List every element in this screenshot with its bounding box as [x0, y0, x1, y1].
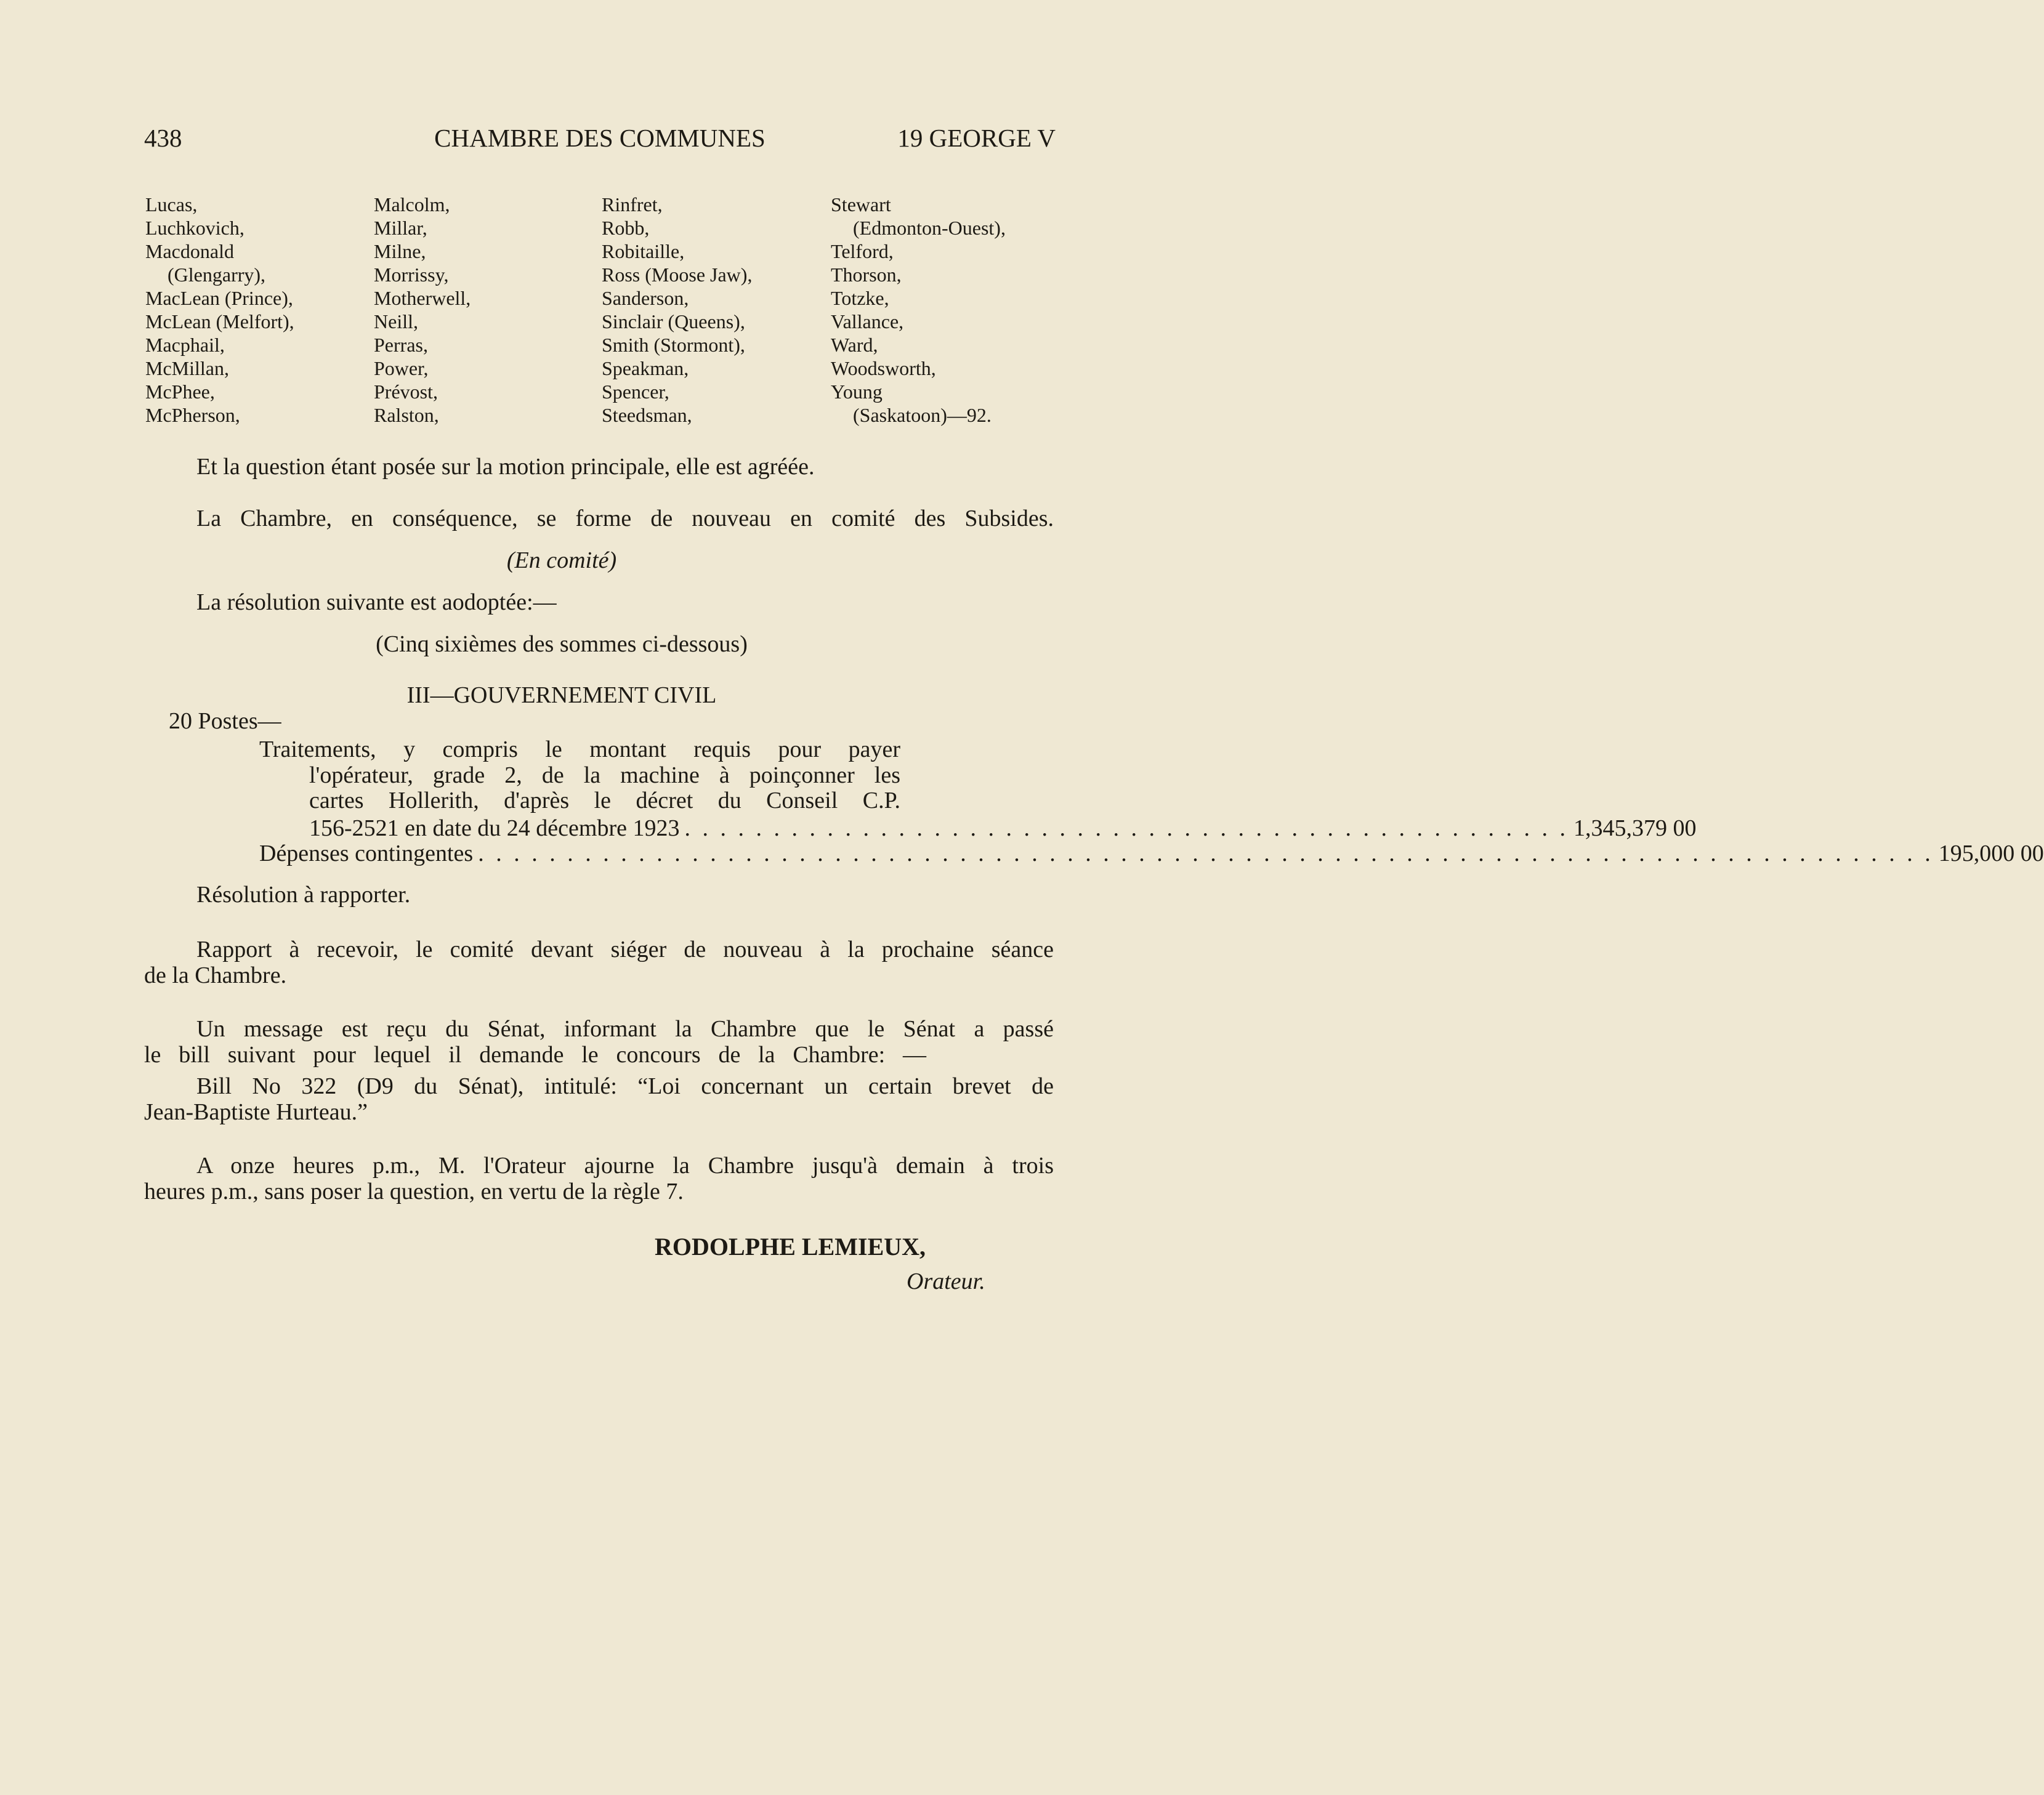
session-year: 19 GEORGE V — [897, 124, 1056, 152]
member-name: Sanderson, — [602, 287, 689, 309]
member-name: Morrissy, — [374, 264, 449, 286]
member-name: (Saskatoon)—92. — [853, 404, 992, 426]
member-name: Milne, — [374, 240, 426, 262]
member-name: Malcolm, — [374, 193, 450, 216]
adjourn-line-2: heures p.m., sans poser la question, en vertu de la règle 7. — [144, 1179, 684, 1204]
member-name: Ross (Moose Jaw), — [602, 264, 753, 286]
member-name: Telford, — [831, 240, 894, 262]
resolution-rapporter: Résolution à rapporter. — [196, 882, 411, 908]
member-name: Neill, — [374, 310, 418, 333]
dot-leader: . . . . . . . . . . . . . . . . . . . . . . . . . . . . . . . . . . . . . . . . . . . . . . . . . . — [684, 815, 1569, 841]
traitements-line-3: cartes Hollerith, d'après le décret du Conseil C.P. — [309, 788, 900, 813]
member-name: Millar, — [374, 217, 427, 239]
page-number: 438 — [144, 124, 182, 152]
depenses-amount: 195,000 00 — [1938, 841, 2044, 866]
member-name: Power, — [374, 357, 429, 379]
member-name: McPhee, — [145, 381, 215, 403]
member-name: Ward, — [831, 334, 878, 356]
section-heading: III—GOUVERNEMENT CIVIL — [406, 682, 717, 708]
cinq-sixiemes-note: (Cinq sixièmes des sommes ci-dessous) — [376, 631, 748, 657]
member-name: Woodsworth, — [831, 357, 936, 379]
member-name: Macphail, — [145, 334, 225, 356]
member-name: McMillan, — [145, 357, 229, 379]
member-name: Spencer, — [602, 381, 669, 403]
member-name: MacLean (Prince), — [145, 287, 293, 309]
names-column-3 — [602, 193, 752, 427]
bill-line-1: Bill No 322 (D9 du Sénat), intitulé: “Loi concernant un certain brevet de — [196, 1073, 1054, 1099]
rapport-line-2: de la Chambre. — [144, 962, 287, 988]
member-name: Stewart — [831, 193, 891, 216]
names-column-2 — [374, 193, 471, 427]
member-name: (Glengarry), — [168, 264, 266, 286]
member-name: McLean (Melfort), — [145, 310, 294, 333]
traitements-line-4 — [309, 815, 1697, 841]
question-paragraph: Et la question étant posée sur la motion principale, elle est agréée. — [196, 454, 815, 480]
member-name: Macdonald — [145, 240, 234, 262]
en-comite-heading: (En comité) — [506, 547, 617, 573]
rapport-line-1: Rapport à recevoir, le comité devant siéger de nouveau à la prochaine séance — [196, 937, 1054, 962]
speaker-signature-name: RODOLPHE LEMIEUX, — [655, 1233, 926, 1261]
member-name: Rinfret, — [602, 193, 663, 216]
member-name: Motherwell, — [374, 287, 471, 309]
traitements-amount: 1,345,379 00 — [1573, 815, 1697, 841]
depenses-label: Dépenses contingentes — [259, 841, 474, 866]
resolution-line: La résolution suivante est aodoptée:— — [196, 589, 557, 615]
member-name: Speakman, — [602, 357, 689, 379]
member-name: Robitaille, — [602, 240, 685, 262]
committee-paragraph: La Chambre, en conséquence, se forme de nouveau en comité des Subsides. — [196, 506, 1054, 531]
names-column-1 — [145, 193, 294, 427]
member-name: Ralston, — [374, 404, 439, 426]
member-name: Robb, — [602, 217, 650, 239]
message-line-2: le bill suivant pour lequel il demande le concours de la Chambre: — — [144, 1042, 926, 1068]
adjourn-line-1: A onze heures p.m., M. l'Orateur ajourne la Chambre jusqu'à demain à trois — [196, 1153, 1054, 1179]
member-name: Prévost, — [374, 381, 438, 403]
member-name: Smith (Stormont), — [602, 334, 745, 356]
traitements-line-1: Traitements, y compris le montant requis pour payer — [259, 736, 900, 762]
member-name: Thorson, — [831, 264, 902, 286]
member-name: (Edmonton-Ouest), — [853, 217, 1006, 239]
traitements-line-2: l'opérateur, grade 2, de la machine à poinçonner les — [309, 762, 900, 788]
names-column-4 — [831, 193, 1006, 427]
traitements-decree-text: 156-2521 en date du 24 décembre 1923 — [309, 815, 680, 841]
page-title: CHAMBRE DES COMMUNES — [434, 124, 765, 152]
member-name: Perras, — [374, 334, 428, 356]
member-name: Luchkovich, — [145, 217, 244, 239]
dot-leader: . . . . . . . . . . . . . . . . . . . . . . . . . . . . . . . . . . . . . . . . . . . . . . . . . . . . . . . . . . . . . . . . . . . . . . . . . . . . . . . . . . — [478, 841, 1934, 866]
member-name: Totzke, — [831, 287, 889, 309]
depenses-line — [259, 841, 2044, 866]
page-header — [144, 123, 1056, 160]
postes-item: 20 Postes— — [169, 708, 281, 734]
member-name: Young — [831, 381, 883, 403]
bill-line-2: Jean-Baptiste Hurteau.” — [144, 1099, 368, 1125]
speaker-signature-title: Orateur. — [907, 1269, 985, 1294]
message-line-1: Un message est reçu du Sénat, informant la Chambre que le Sénat a passé — [196, 1016, 1054, 1042]
member-name: McPherson, — [145, 404, 240, 426]
member-name: Vallance, — [831, 310, 904, 333]
member-name: Sinclair (Queens), — [602, 310, 745, 333]
member-name: Steedsman, — [602, 404, 692, 426]
member-name: Lucas, — [145, 193, 198, 216]
